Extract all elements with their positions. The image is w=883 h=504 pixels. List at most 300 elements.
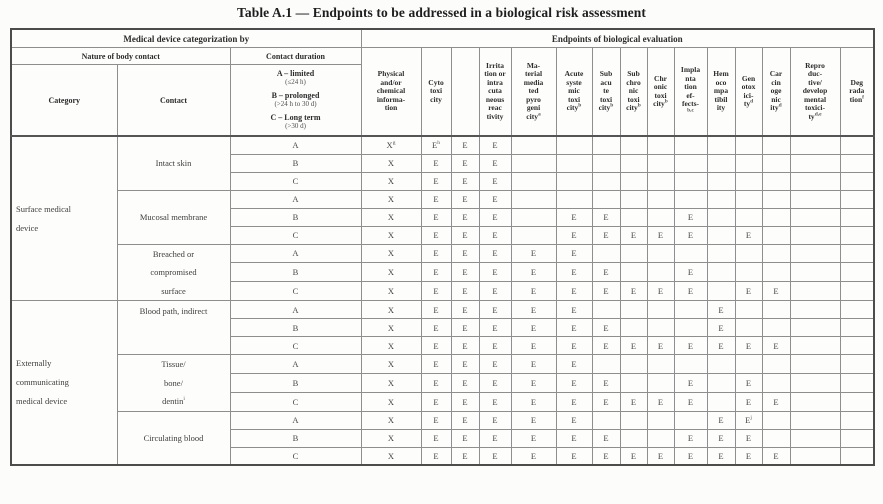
endpoint-column-header-reproductive-developmental-toxicity: Repro duc- tive/ develop mental toxici- ty$^{d,e}$ [790, 48, 840, 137]
endpoint-cell-reproductive-developmental-toxicity [790, 337, 840, 355]
endpoint-cell-implantation-effects: E [674, 337, 707, 355]
table-body [11, 136, 874, 465]
endpoint-cell-physical-chemical-information: X [361, 373, 421, 392]
endpoint-cell-physical-chemical-information: X [361, 429, 421, 447]
endpoint-cell-blank: E [451, 244, 479, 263]
duration-cell: B [230, 373, 361, 392]
endpoint-cell-carcinogenicity [762, 411, 790, 429]
endpoint-cell-chronic-toxicity [647, 355, 674, 374]
endpoint-cell-subchronic-toxicity: E [620, 392, 647, 411]
endpoint-cell-subacute-toxicity [592, 244, 620, 263]
duration-detail: (≤24 h) [285, 78, 306, 86]
duration-detail: (>24 h to 30 d) [274, 100, 317, 108]
endpoint-column-header-material-mediated-pyrogenicity: Ma- terial media ted pyro geni city$^a$ [511, 48, 556, 137]
endpoint-cell-degradation [840, 154, 874, 172]
duration-cell: A [230, 244, 361, 263]
endpoint-cell-blank: E [451, 154, 479, 172]
endpoint-cell-genotoxicity [735, 263, 762, 282]
endpoint-cell-irritation-intracutaneous-reactivity: E [479, 282, 511, 301]
endpoint-cell-reproductive-developmental-toxicity [790, 172, 840, 190]
endpoint-cell-carcinogenicity: E [762, 392, 790, 411]
endpoint-cell-implantation-effects [674, 355, 707, 374]
endpoint-cell-subchronic-toxicity [620, 208, 647, 226]
endpoint-cell-carcinogenicity [762, 208, 790, 226]
endpoint-cell-hemocompatibility [707, 226, 735, 244]
endpoint-cell-carcinogenicity [762, 301, 790, 319]
endpoint-cell-carcinogenicity [762, 373, 790, 392]
duration-cell: B [230, 263, 361, 282]
endpoint-cell-subacute-toxicity [592, 172, 620, 190]
duration-cell: A [230, 301, 361, 319]
endpoint-cell-blank: E [451, 301, 479, 319]
endpoint-cell-subacute-toxicity: E [592, 337, 620, 355]
endpoint-cell-material-mediated-pyrogenicity: E [511, 301, 556, 319]
endpoint-cell-subacute-toxicity: E [592, 226, 620, 244]
duration-label: B – prolonged [271, 91, 320, 100]
categorization-header: Medical device categorization by [11, 29, 361, 48]
endpoint-cell-cytotoxicity: E [421, 337, 451, 355]
endpoint-cell-hemocompatibility [707, 263, 735, 282]
endpoint-cell-acute-systemic-toxicity: E [556, 319, 592, 337]
endpoints-banner: Endpoints of biological evaluation [361, 29, 874, 48]
endpoint-cell-subchronic-toxicity: E [620, 282, 647, 301]
endpoint-cell-reproductive-developmental-toxicity [790, 392, 840, 411]
endpoint-cell-blank: E [451, 355, 479, 374]
endpoint-cell-reproductive-developmental-toxicity [790, 373, 840, 392]
endpoint-cell-carcinogenicity [762, 429, 790, 447]
endpoint-cell-irritation-intracutaneous-reactivity: E [479, 373, 511, 392]
endpoint-cell-genotoxicity: E [735, 429, 762, 447]
endpoint-column-header-chronic-toxicity: Chr onic toxi city$^b$ [647, 48, 674, 137]
endpoint-cell-material-mediated-pyrogenicity: E [511, 429, 556, 447]
endpoint-cell-carcinogenicity [762, 136, 790, 154]
endpoint-cell-physical-chemical-information: X [361, 319, 421, 337]
endpoint-cell-carcinogenicity [762, 172, 790, 190]
endpoint-cell-carcinogenicity [762, 319, 790, 337]
endpoint-cell-irritation-intracutaneous-reactivity: E [479, 244, 511, 263]
endpoint-cell-physical-chemical-information: X [361, 154, 421, 172]
endpoint-cell-subacute-toxicity: E [592, 282, 620, 301]
contact-duration-legend [230, 65, 361, 137]
endpoint-cell-reproductive-developmental-toxicity [790, 301, 840, 319]
endpoint-cell-implantation-effects: E [674, 263, 707, 282]
endpoint-cell-degradation [840, 447, 874, 465]
duration-cell: C [230, 392, 361, 411]
duration-cell: C [230, 337, 361, 355]
endpoint-cell-subchronic-toxicity [620, 136, 647, 154]
endpoint-cell-subacute-toxicity: E [592, 373, 620, 392]
endpoint-cell-degradation [840, 190, 874, 208]
endpoint-cell-genotoxicity [735, 301, 762, 319]
endpoint-cell-reproductive-developmental-toxicity [790, 154, 840, 172]
endpoint-column-header-irritation-intracutaneous-reactivity: Irrita tion or intra cuta neous reac tivity [479, 48, 511, 137]
endpoint-cell-implantation-effects [674, 411, 707, 429]
endpoint-cell-chronic-toxicity [647, 136, 674, 154]
endpoint-cell-cytotoxicity: E [421, 244, 451, 263]
endpoint-cell-cytotoxicity: E [421, 154, 451, 172]
endpoint-column-header-genotoxicity: Gen otox ici- $ty^d$ [735, 48, 762, 137]
endpoint-cell-implantation-effects [674, 172, 707, 190]
endpoint-cell-material-mediated-pyrogenicity [511, 190, 556, 208]
endpoint-cell-chronic-toxicity [647, 263, 674, 282]
endpoint-cell-cytotoxicity: E [421, 301, 451, 319]
endpoint-cell-hemocompatibility: E [707, 337, 735, 355]
endpoint-cell-acute-systemic-toxicity: E [556, 208, 592, 226]
endpoint-cell-irritation-intracutaneous-reactivity: E [479, 226, 511, 244]
endpoint-cell-chronic-toxicity [647, 319, 674, 337]
endpoint-cell-implantation-effects [674, 136, 707, 154]
endpoint-cell-hemocompatibility [707, 172, 735, 190]
endpoint-cell-cytotoxicity: E [421, 429, 451, 447]
endpoint-cell-carcinogenicity: E [762, 337, 790, 355]
endpoint-cell-subacute-toxicity: E [592, 429, 620, 447]
endpoint-cell-hemocompatibility [707, 355, 735, 374]
endpoint-cell-degradation [840, 282, 874, 301]
endpoint-cell-acute-systemic-toxicity: E [556, 355, 592, 374]
endpoint-column-header-carcinogenicity: Car cin oge nic ity$^d$ [762, 48, 790, 137]
endpoint-cell-irritation-intracutaneous-reactivity: E [479, 263, 511, 282]
endpoint-cell-reproductive-developmental-toxicity [790, 447, 840, 465]
endpoint-column-header-degradation: Deg rada tion$^f$ [840, 48, 874, 137]
endpoint-cell-acute-systemic-toxicity: E [556, 337, 592, 355]
endpoint-cell-hemocompatibility: E [707, 429, 735, 447]
endpoint-cell-chronic-toxicity: E [647, 337, 674, 355]
endpoint-cell-implantation-effects [674, 154, 707, 172]
endpoint-cell-subchronic-toxicity [620, 411, 647, 429]
endpoint-cell-degradation [840, 411, 874, 429]
endpoint-cell-degradation [840, 373, 874, 392]
endpoint-cell-material-mediated-pyrogenicity: E [511, 319, 556, 337]
endpoint-cell-degradation [840, 136, 874, 154]
endpoint-cell-hemocompatibility [707, 190, 735, 208]
endpoint-cell-subchronic-toxicity [620, 301, 647, 319]
endpoint-cell-acute-systemic-toxicity: E [556, 392, 592, 411]
endpoint-cell-blank: E [451, 263, 479, 282]
endpoint-cell-reproductive-developmental-toxicity [790, 208, 840, 226]
endpoint-cell-subacute-toxicity: E [592, 263, 620, 282]
duration-detail: (>30 d) [285, 122, 306, 130]
endpoint-cell-material-mediated-pyrogenicity [511, 226, 556, 244]
endpoint-cell-genotoxicity: E [735, 226, 762, 244]
endpoint-cell-genotoxicity [735, 355, 762, 374]
endpoint-cell-acute-systemic-toxicity [556, 190, 592, 208]
endpoint-cell-reproductive-developmental-toxicity [790, 429, 840, 447]
endpoint-cell-subchronic-toxicity: E [620, 447, 647, 465]
endpoint-cell-physical-chemical-information: X [361, 392, 421, 411]
endpoint-cell-genotoxicity: E [735, 337, 762, 355]
duration-cell: A [230, 190, 361, 208]
endpoint-cell-physical-chemical-information: X [361, 355, 421, 374]
endpoint-cell-genotoxicity: $E^j$ [735, 411, 762, 429]
endpoint-cell-chronic-toxicity [647, 190, 674, 208]
duration-cell: B [230, 319, 361, 337]
endpoint-cell-subacute-toxicity: E [592, 319, 620, 337]
endpoint-cell-carcinogenicity [762, 244, 790, 263]
duration-label: A – limited [276, 69, 315, 78]
endpoint-cell-material-mediated-pyrogenicity [511, 172, 556, 190]
endpoint-cell-carcinogenicity [762, 154, 790, 172]
endpoint-cell-material-mediated-pyrogenicity: E [511, 373, 556, 392]
endpoint-cell-subchronic-toxicity [620, 154, 647, 172]
endpoint-cell-reproductive-developmental-toxicity [790, 319, 840, 337]
endpoint-cell-chronic-toxicity: E [647, 447, 674, 465]
endpoint-cell-acute-systemic-toxicity: E [556, 244, 592, 263]
table-row [11, 136, 874, 154]
endpoint-cell-hemocompatibility [707, 136, 735, 154]
endpoint-cell-acute-systemic-toxicity: E [556, 447, 592, 465]
endpoint-cell-chronic-toxicity [647, 172, 674, 190]
endpoint-cell-cytotoxicity: E [421, 447, 451, 465]
endpoint-cell-implantation-effects: E [674, 392, 707, 411]
endpoint-cell-irritation-intracutaneous-reactivity: E [479, 411, 511, 429]
endpoint-cell-genotoxicity: E [735, 392, 762, 411]
endpoint-cell-chronic-toxicity [647, 373, 674, 392]
endpoint-cell-irritation-intracutaneous-reactivity: E [479, 172, 511, 190]
duration-cell: A [230, 411, 361, 429]
endpoint-cell-blank: E [451, 136, 479, 154]
endpoint-cell-subchronic-toxicity: E [620, 226, 647, 244]
endpoint-cell-implantation-effects: E [674, 429, 707, 447]
endpoint-cell-degradation [840, 355, 874, 374]
endpoint-cell-hemocompatibility: E [707, 301, 735, 319]
duration-cell: A [230, 355, 361, 374]
endpoint-cell-carcinogenicity: E [762, 447, 790, 465]
category-header: Category [11, 65, 117, 137]
duration-cell: C [230, 172, 361, 190]
endpoint-cell-degradation [840, 337, 874, 355]
endpoint-cell-subchronic-toxicity [620, 190, 647, 208]
endpoint-cell-acute-systemic-toxicity: E [556, 429, 592, 447]
endpoint-cell-cytotoxicity: $E^h$ [421, 136, 451, 154]
endpoint-cell-genotoxicity: E [735, 447, 762, 465]
endpoint-cell-material-mediated-pyrogenicity [511, 208, 556, 226]
endpoint-cell-implantation-effects [674, 190, 707, 208]
endpoint-cell-material-mediated-pyrogenicity: E [511, 447, 556, 465]
endpoint-cell-cytotoxicity: E [421, 172, 451, 190]
endpoint-cell-reproductive-developmental-toxicity [790, 136, 840, 154]
endpoint-cell-acute-systemic-toxicity: E [556, 226, 592, 244]
endpoint-cell-implantation-effects [674, 244, 707, 263]
endpoint-cell-chronic-toxicity [647, 244, 674, 263]
endpoint-cell-hemocompatibility: E [707, 319, 735, 337]
endpoint-cell-irritation-intracutaneous-reactivity: E [479, 319, 511, 337]
endpoint-cell-irritation-intracutaneous-reactivity: E [479, 447, 511, 465]
endpoint-cell-irritation-intracutaneous-reactivity: E [479, 190, 511, 208]
endpoint-cell-physical-chemical-information: X [361, 226, 421, 244]
header-row-2 [11, 48, 874, 65]
contact-cell-blood-path-indirect: Blood path, indirect [117, 301, 230, 355]
endpoint-cell-reproductive-developmental-toxicity [790, 411, 840, 429]
endpoint-cell-acute-systemic-toxicity: E [556, 282, 592, 301]
endpoint-cell-degradation [840, 263, 874, 282]
endpoint-cell-implantation-effects: E [674, 282, 707, 301]
endpoint-column-header-implantation-effects: Impla nta tion ef- fects- $^{b,c}$ [674, 48, 707, 137]
endpoint-cell-physical-chemical-information: X [361, 208, 421, 226]
endpoint-cell-chronic-toxicity [647, 429, 674, 447]
endpoint-cell-carcinogenicity [762, 190, 790, 208]
endpoint-cell-irritation-intracutaneous-reactivity: E [479, 355, 511, 374]
endpoint-cell-blank: E [451, 447, 479, 465]
duration-cell: B [230, 208, 361, 226]
header-row-1 [11, 29, 874, 48]
contact-duration-header: Contact duration [230, 48, 361, 65]
endpoint-cell-genotoxicity [735, 319, 762, 337]
endpoint-cell-cytotoxicity: E [421, 190, 451, 208]
endpoint-cell-hemocompatibility [707, 392, 735, 411]
endpoint-cell-reproductive-developmental-toxicity [790, 282, 840, 301]
endpoint-cell-chronic-toxicity [647, 154, 674, 172]
endpoint-cell-implantation-effects [674, 301, 707, 319]
endpoint-cell-cytotoxicity: E [421, 319, 451, 337]
endpoint-cell-degradation [840, 301, 874, 319]
endpoint-column-header-hemocompatibility: Hem oco mpa tibil ity [707, 48, 735, 137]
endpoint-cell-physical-chemical-information: X [361, 337, 421, 355]
endpoint-cell-hemocompatibility [707, 208, 735, 226]
endpoint-cell-degradation [840, 172, 874, 190]
endpoint-cell-subchronic-toxicity [620, 244, 647, 263]
endpoint-cell-reproductive-developmental-toxicity [790, 355, 840, 374]
endpoint-cell-cytotoxicity: E [421, 263, 451, 282]
endpoint-cell-carcinogenicity [762, 226, 790, 244]
duration-cell: A [230, 136, 361, 154]
endpoint-cell-degradation [840, 392, 874, 411]
endpoint-cell-irritation-intracutaneous-reactivity: E [479, 154, 511, 172]
endpoint-cell-subacute-toxicity [592, 154, 620, 172]
endpoint-cell-subchronic-toxicity [620, 263, 647, 282]
endpoint-cell-cytotoxicity: E [421, 226, 451, 244]
endpoint-cell-blank: E [451, 282, 479, 301]
endpoint-cell-blank: E [451, 337, 479, 355]
endpoint-cell-implantation-effects: E [674, 447, 707, 465]
endpoint-cell-physical-chemical-information: X [361, 244, 421, 263]
endpoint-cell-genotoxicity [735, 244, 762, 263]
endpoint-cell-blank: E [451, 319, 479, 337]
endpoint-cell-acute-systemic-toxicity: E [556, 373, 592, 392]
category-cell-externally-communicating-medical-device: Externally communicating medical device [11, 301, 117, 466]
endpoint-cell-blank: E [451, 208, 479, 226]
endpoint-cell-irritation-intracutaneous-reactivity: E [479, 429, 511, 447]
endpoint-cell-genotoxicity [735, 208, 762, 226]
contact-cell-tissue-bone-dentin: Tissue/ bone/ dentin$^i$ [117, 355, 230, 412]
endpoint-cell-genotoxicity [735, 154, 762, 172]
endpoint-cell-genotoxicity [735, 136, 762, 154]
duration-label: C – Long term [270, 113, 321, 122]
endpoint-cell-hemocompatibility [707, 244, 735, 263]
endpoint-cell-material-mediated-pyrogenicity: E [511, 263, 556, 282]
endpoint-column-header-cytotoxicity: Cyto toxi city [421, 48, 451, 137]
endpoint-cell-irritation-intracutaneous-reactivity: E [479, 208, 511, 226]
endpoint-cell-reproductive-developmental-toxicity [790, 190, 840, 208]
endpoint-cell-acute-systemic-toxicity [556, 154, 592, 172]
contact-cell-circulating-blood: Circulating blood [117, 411, 230, 465]
endpoint-cell-acute-systemic-toxicity [556, 172, 592, 190]
endpoint-cell-subchronic-toxicity [620, 373, 647, 392]
endpoint-cell-carcinogenicity [762, 263, 790, 282]
endpoint-cell-genotoxicity [735, 172, 762, 190]
endpoint-cell-chronic-toxicity: E [647, 392, 674, 411]
endpoint-cell-subacute-toxicity [592, 411, 620, 429]
endpoint-cell-cytotoxicity: E [421, 208, 451, 226]
endpoint-cell-cytotoxicity: E [421, 282, 451, 301]
endpoint-cell-implantation-effects: E [674, 373, 707, 392]
duration-legend-item-c [231, 113, 361, 130]
endpoint-cell-subacute-toxicity: E [592, 208, 620, 226]
endpoint-cell-reproductive-developmental-toxicity [790, 263, 840, 282]
endpoint-column-header-subacute-toxicity: Sub acu te toxi city$^b$ [592, 48, 620, 137]
endpoint-cell-acute-systemic-toxicity [556, 136, 592, 154]
duration-legend-item-b [231, 91, 361, 108]
endpoint-cell-blank: E [451, 172, 479, 190]
contact-cell-intact-skin: Intact skin [117, 136, 230, 190]
endpoint-cell-carcinogenicity [762, 355, 790, 374]
endpoint-cell-subacute-toxicity [592, 301, 620, 319]
endpoints-table [10, 28, 875, 466]
table-row [11, 244, 874, 263]
endpoint-cell-subacute-toxicity [592, 136, 620, 154]
endpoint-cell-subchronic-toxicity [620, 355, 647, 374]
endpoint-cell-reproductive-developmental-toxicity [790, 226, 840, 244]
endpoint-cell-material-mediated-pyrogenicity [511, 136, 556, 154]
endpoint-cell-implantation-effects: E [674, 226, 707, 244]
endpoint-cell-physical-chemical-information: X [361, 301, 421, 319]
endpoint-cell-subchronic-toxicity [620, 172, 647, 190]
endpoint-cell-subchronic-toxicity: E [620, 337, 647, 355]
endpoint-column-header-subchronic-toxicity: Sub chro nic toxi city$^b$ [620, 48, 647, 137]
duration-cell: C [230, 447, 361, 465]
category-cell-surface-medical-device: Surface medical device [11, 136, 117, 301]
endpoint-cell-hemocompatibility: E [707, 447, 735, 465]
endpoint-cell-material-mediated-pyrogenicity: E [511, 392, 556, 411]
endpoint-cell-irritation-intracutaneous-reactivity: E [479, 301, 511, 319]
endpoint-cell-degradation [840, 244, 874, 263]
endpoint-cell-chronic-toxicity: E [647, 282, 674, 301]
endpoint-cell-physical-chemical-information: X [361, 190, 421, 208]
endpoint-cell-carcinogenicity: E [762, 282, 790, 301]
endpoint-cell-material-mediated-pyrogenicity: E [511, 282, 556, 301]
endpoint-cell-subacute-toxicity: E [592, 447, 620, 465]
endpoint-cell-degradation [840, 208, 874, 226]
table-title: Table A.1 — Endpoints to be addressed in a biological risk assessment [237, 5, 646, 20]
endpoint-cell-blank: E [451, 226, 479, 244]
endpoint-cell-genotoxicity: E [735, 282, 762, 301]
duration-legend-item-a [231, 69, 361, 86]
endpoint-column-header-blank [451, 48, 479, 137]
endpoint-cell-chronic-toxicity [647, 301, 674, 319]
endpoint-cell-hemocompatibility: E [707, 411, 735, 429]
contact-cell-breached-compromised-surface: Breached or compromised surface [117, 244, 230, 301]
duration-cell: B [230, 154, 361, 172]
endpoint-cell-chronic-toxicity [647, 411, 674, 429]
endpoint-cell-cytotoxicity: E [421, 355, 451, 374]
endpoint-cell-blank: E [451, 392, 479, 411]
endpoint-cell-subacute-toxicity [592, 190, 620, 208]
endpoint-cell-blank: E [451, 373, 479, 392]
endpoint-cell-genotoxicity [735, 190, 762, 208]
endpoint-cell-subacute-toxicity [592, 355, 620, 374]
endpoint-cell-physical-chemical-information: X [361, 411, 421, 429]
table-row [11, 190, 874, 208]
endpoint-cell-degradation [840, 429, 874, 447]
endpoint-cell-physical-chemical-information: X [361, 172, 421, 190]
endpoint-cell-material-mediated-pyrogenicity: E [511, 355, 556, 374]
endpoint-cell-cytotoxicity: E [421, 392, 451, 411]
endpoint-cell-subchronic-toxicity [620, 319, 647, 337]
endpoint-cell-acute-systemic-toxicity: E [556, 411, 592, 429]
endpoint-cell-degradation [840, 319, 874, 337]
endpoint-cell-physical-chemical-information: $X^g$ [361, 136, 421, 154]
endpoint-cell-material-mediated-pyrogenicity: E [511, 337, 556, 355]
endpoint-cell-blank: E [451, 190, 479, 208]
